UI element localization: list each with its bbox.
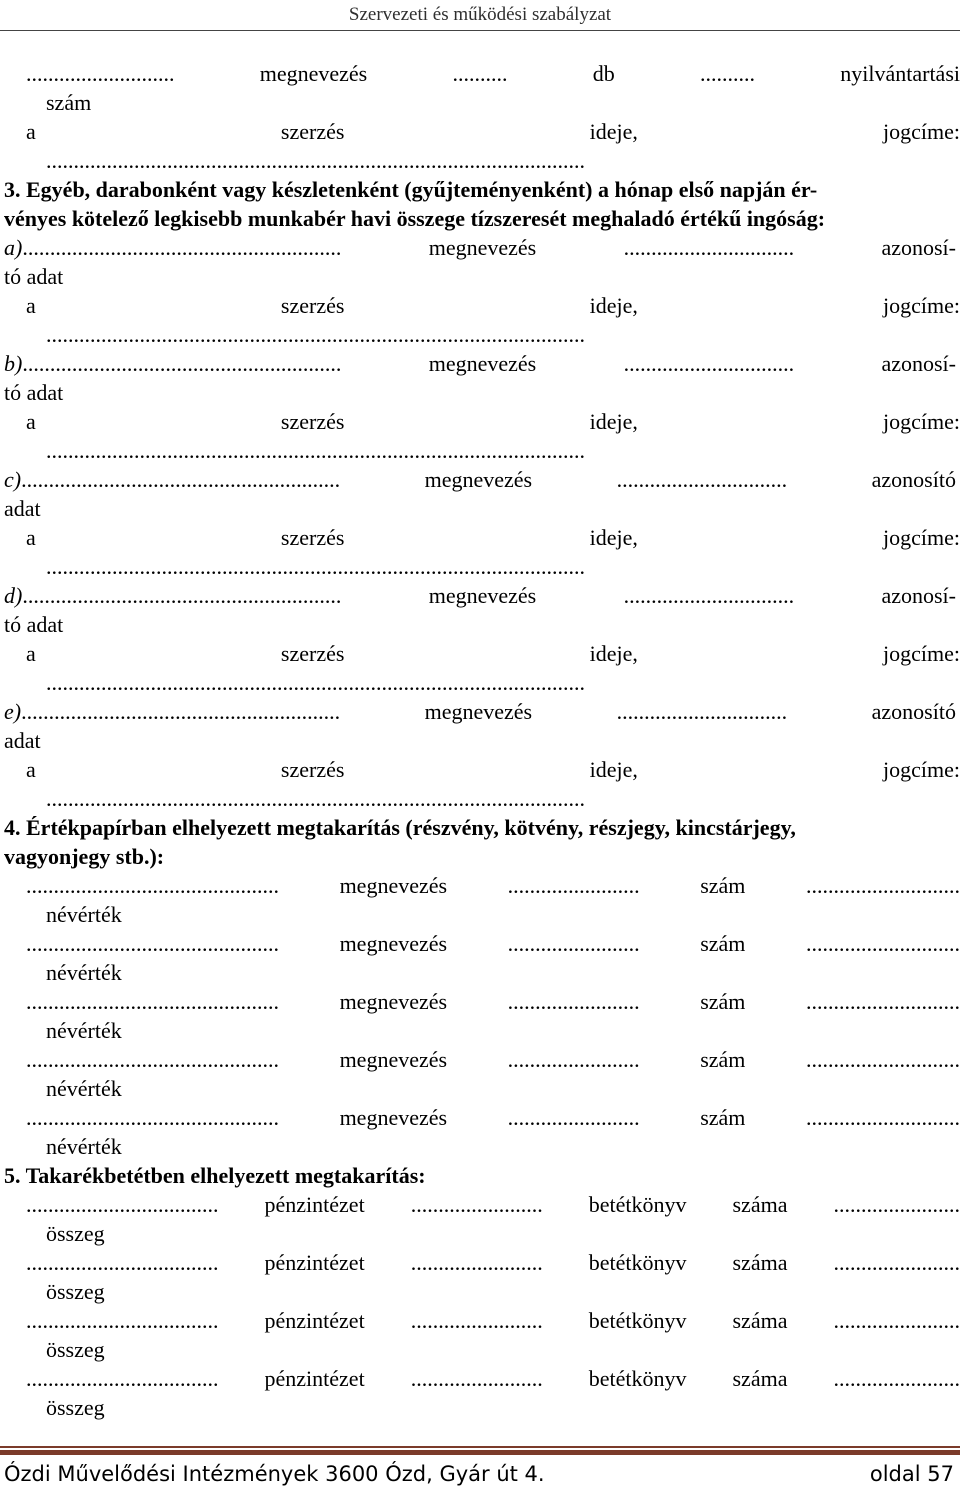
section-3-title-2: vényes kötelező legkisebb munkabér havi összege tízszeresét meghaladó értékű ingóság: — [4, 206, 826, 231]
item-d-acquisition: a szerzés ideje, jogcíme: — [26, 641, 960, 666]
security-row-2: .............................................. megnevezés ........................ szám ............................ — [26, 931, 960, 956]
security-row-4: .............................................. megnevezés ........................ szám ............................ — [26, 1047, 960, 1072]
item-a-dots: .................................................................................................. — [46, 322, 585, 347]
security-nevertek-1: névérték — [46, 902, 122, 927]
item-a-tail: tó adat — [4, 264, 64, 289]
header-title: Szervezeti és működési szabályzat — [348, 4, 612, 25]
security-nevertek-3: névérték — [46, 1018, 122, 1043]
item-c-row: c).......................................................... megnevezés ............................... azonosító — [4, 467, 956, 492]
item-c-dots: .................................................................................................. — [46, 554, 585, 579]
line-dots: .................................................................................................. — [46, 148, 585, 173]
section-3-title-1: 3. Egyéb, darabonként vagy készletenként (gyűjteményenként) a hónap első napján ér- — [4, 177, 818, 202]
page-number: oldal 57 — [869, 1462, 954, 1486]
item-d-dots: .................................................................................................. — [46, 670, 585, 695]
bank-row-2: ................................... pénzintézet ........................ betétkönyv száma ....................... — [26, 1250, 960, 1275]
page-header — [0, 0, 960, 34]
item-c-acquisition: a szerzés ideje, jogcíme: — [26, 525, 960, 550]
item-a-acquisition: a szerzés ideje, jogcíme: — [26, 293, 960, 318]
item-a-row: a).......................................................... megnevezés ............................... azonosí- — [4, 235, 956, 260]
line-acquisition: a szerzés ideje, jogcíme: — [26, 119, 960, 144]
section-4-title-1: 4. Értékpapírban elhelyezett megtakarítás (részvény, kötvény, részjegy, kincstárjegy, — [4, 815, 796, 840]
bank-row-1: ................................... pénzintézet ........................ betétkönyv száma ....................... — [26, 1192, 960, 1217]
item-d-tail: tó adat — [4, 612, 64, 637]
security-row-1: .............................................. megnevezés ........................ szám ............................ — [26, 873, 960, 898]
item-e-dots: .................................................................................................. — [46, 786, 585, 811]
footer-rule-thick — [0, 1450, 960, 1455]
footer-address: Ózdi Művelődési Intézmények 3600 Ózd, Gyár út 4. — [4, 1462, 545, 1486]
item-b-acquisition: a szerzés ideje, jogcíme: — [26, 409, 960, 434]
bank-osszeg-4: összeg — [46, 1395, 105, 1420]
item-b-dots: .................................................................................................. — [46, 438, 585, 463]
item-b-tail: tó adat — [4, 380, 64, 405]
security-nevertek-2: névérték — [46, 960, 122, 985]
header-rule — [0, 30, 960, 31]
item-b-row: b).......................................................... megnevezés ............................... azonosí- — [4, 351, 956, 376]
security-nevertek-5: névérték — [46, 1134, 122, 1159]
item-e-acquisition: a szerzés ideje, jogcíme: — [26, 757, 960, 782]
item-e-row: e).......................................................... megnevezés ............................... azonosító — [4, 699, 956, 724]
item-e-tail: adat — [4, 728, 41, 753]
bank-row-4: ................................... pénzintézet ........................ betétkönyv száma ....................... — [26, 1366, 960, 1391]
bank-row-3: ................................... pénzintézet ........................ betétkönyv száma ....................... — [26, 1308, 960, 1333]
footer-rule-thin — [0, 1446, 960, 1448]
bank-osszeg-3: összeg — [46, 1337, 105, 1362]
security-row-5: .............................................. megnevezés ........................ szám ............................ — [26, 1105, 960, 1130]
bank-osszeg-2: összeg — [46, 1279, 105, 1304]
section-5-title: 5. Takarékbetétben elhelyezett megtakarítás: — [4, 1163, 426, 1188]
page-footer — [0, 1446, 960, 1491]
line-item-name: ........................... megnevezés .......... db .......... nyilvántartási — [26, 61, 960, 86]
line-szam: szám — [46, 90, 92, 115]
item-c-tail: adat — [4, 496, 41, 521]
section-4-title-2: vagyonjegy stb.): — [4, 844, 165, 869]
item-d-row: d).......................................................... megnevezés ............................... azonosí- — [4, 583, 956, 608]
security-row-3: .............................................. megnevezés ........................ szám ............................ — [26, 989, 960, 1014]
security-nevertek-4: névérték — [46, 1076, 122, 1101]
bank-osszeg-1: összeg — [46, 1221, 105, 1246]
